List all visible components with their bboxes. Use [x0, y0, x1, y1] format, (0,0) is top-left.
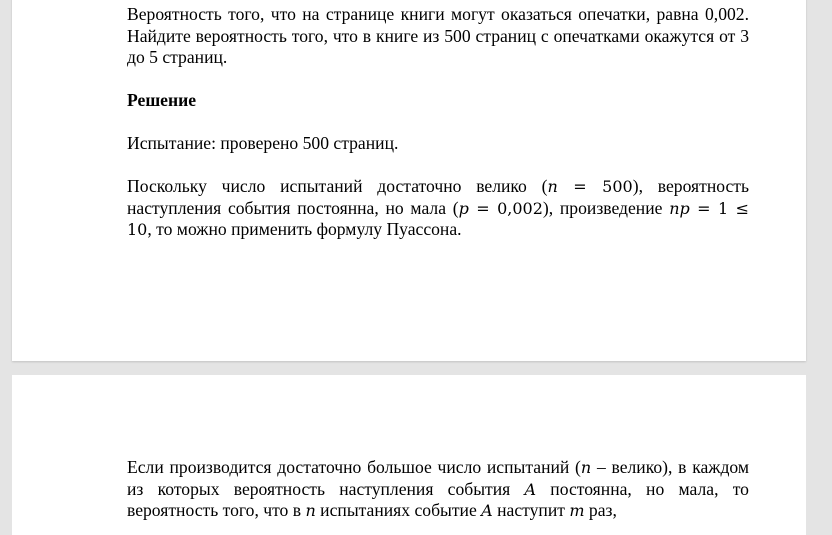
poisson-definition	[127, 457, 749, 522]
math-np-value: = 1 ≤ 10	[127, 198, 749, 239]
document-page-2	[12, 375, 806, 535]
definition-text-6: раз,	[584, 500, 617, 520]
solution-heading: Решение	[127, 90, 197, 110]
math-A: A	[481, 501, 493, 520]
math-p-value: = 0,002	[468, 198, 543, 218]
math-n: n	[580, 458, 592, 477]
math-m: m	[569, 501, 585, 520]
math-n-value: = 500	[557, 177, 633, 196]
page-1-text	[127, 4, 749, 241]
problem-statement: Вероятность того, что на странице книги могут оказаться опечатки, равна 0,002. Найдите вероятность того, что в книге из 500 страниц с опечатками окажутся от 3 до 5 страниц.	[127, 4, 749, 67]
reasoning-text-2: ), вероятность наступления события постоянна, но мала (	[127, 176, 750, 218]
definition-text-1: Если производится достаточно большое число испытаний (	[127, 457, 581, 477]
page-2-text	[127, 457, 749, 522]
definition-text-5: наступит	[492, 500, 570, 520]
definition-text-3: постоянна, но мала, то вероятность того, что в	[127, 478, 749, 520]
reasoning-text-4: , то можно применить формулу Пуассона.	[147, 219, 462, 239]
math-np: np	[669, 198, 690, 218]
math-p: p	[458, 198, 469, 218]
reasoning-text-1: Поскольку число испытаний достаточно велико (	[127, 176, 548, 196]
definition-text-4: испытаниях событие	[315, 500, 482, 520]
math-n: n	[305, 501, 316, 520]
math-A: A	[524, 479, 537, 499]
trial-statement: Испытание: проверено 500 страниц.	[127, 133, 399, 153]
reasoning-text-3: ), произведение	[542, 197, 670, 218]
document-page-1	[12, 0, 806, 361]
math-n: n	[547, 177, 558, 196]
poisson-reasoning	[127, 176, 749, 241]
definition-text-2: – велико), в каждом из которых вероятность наступления события	[127, 457, 749, 499]
